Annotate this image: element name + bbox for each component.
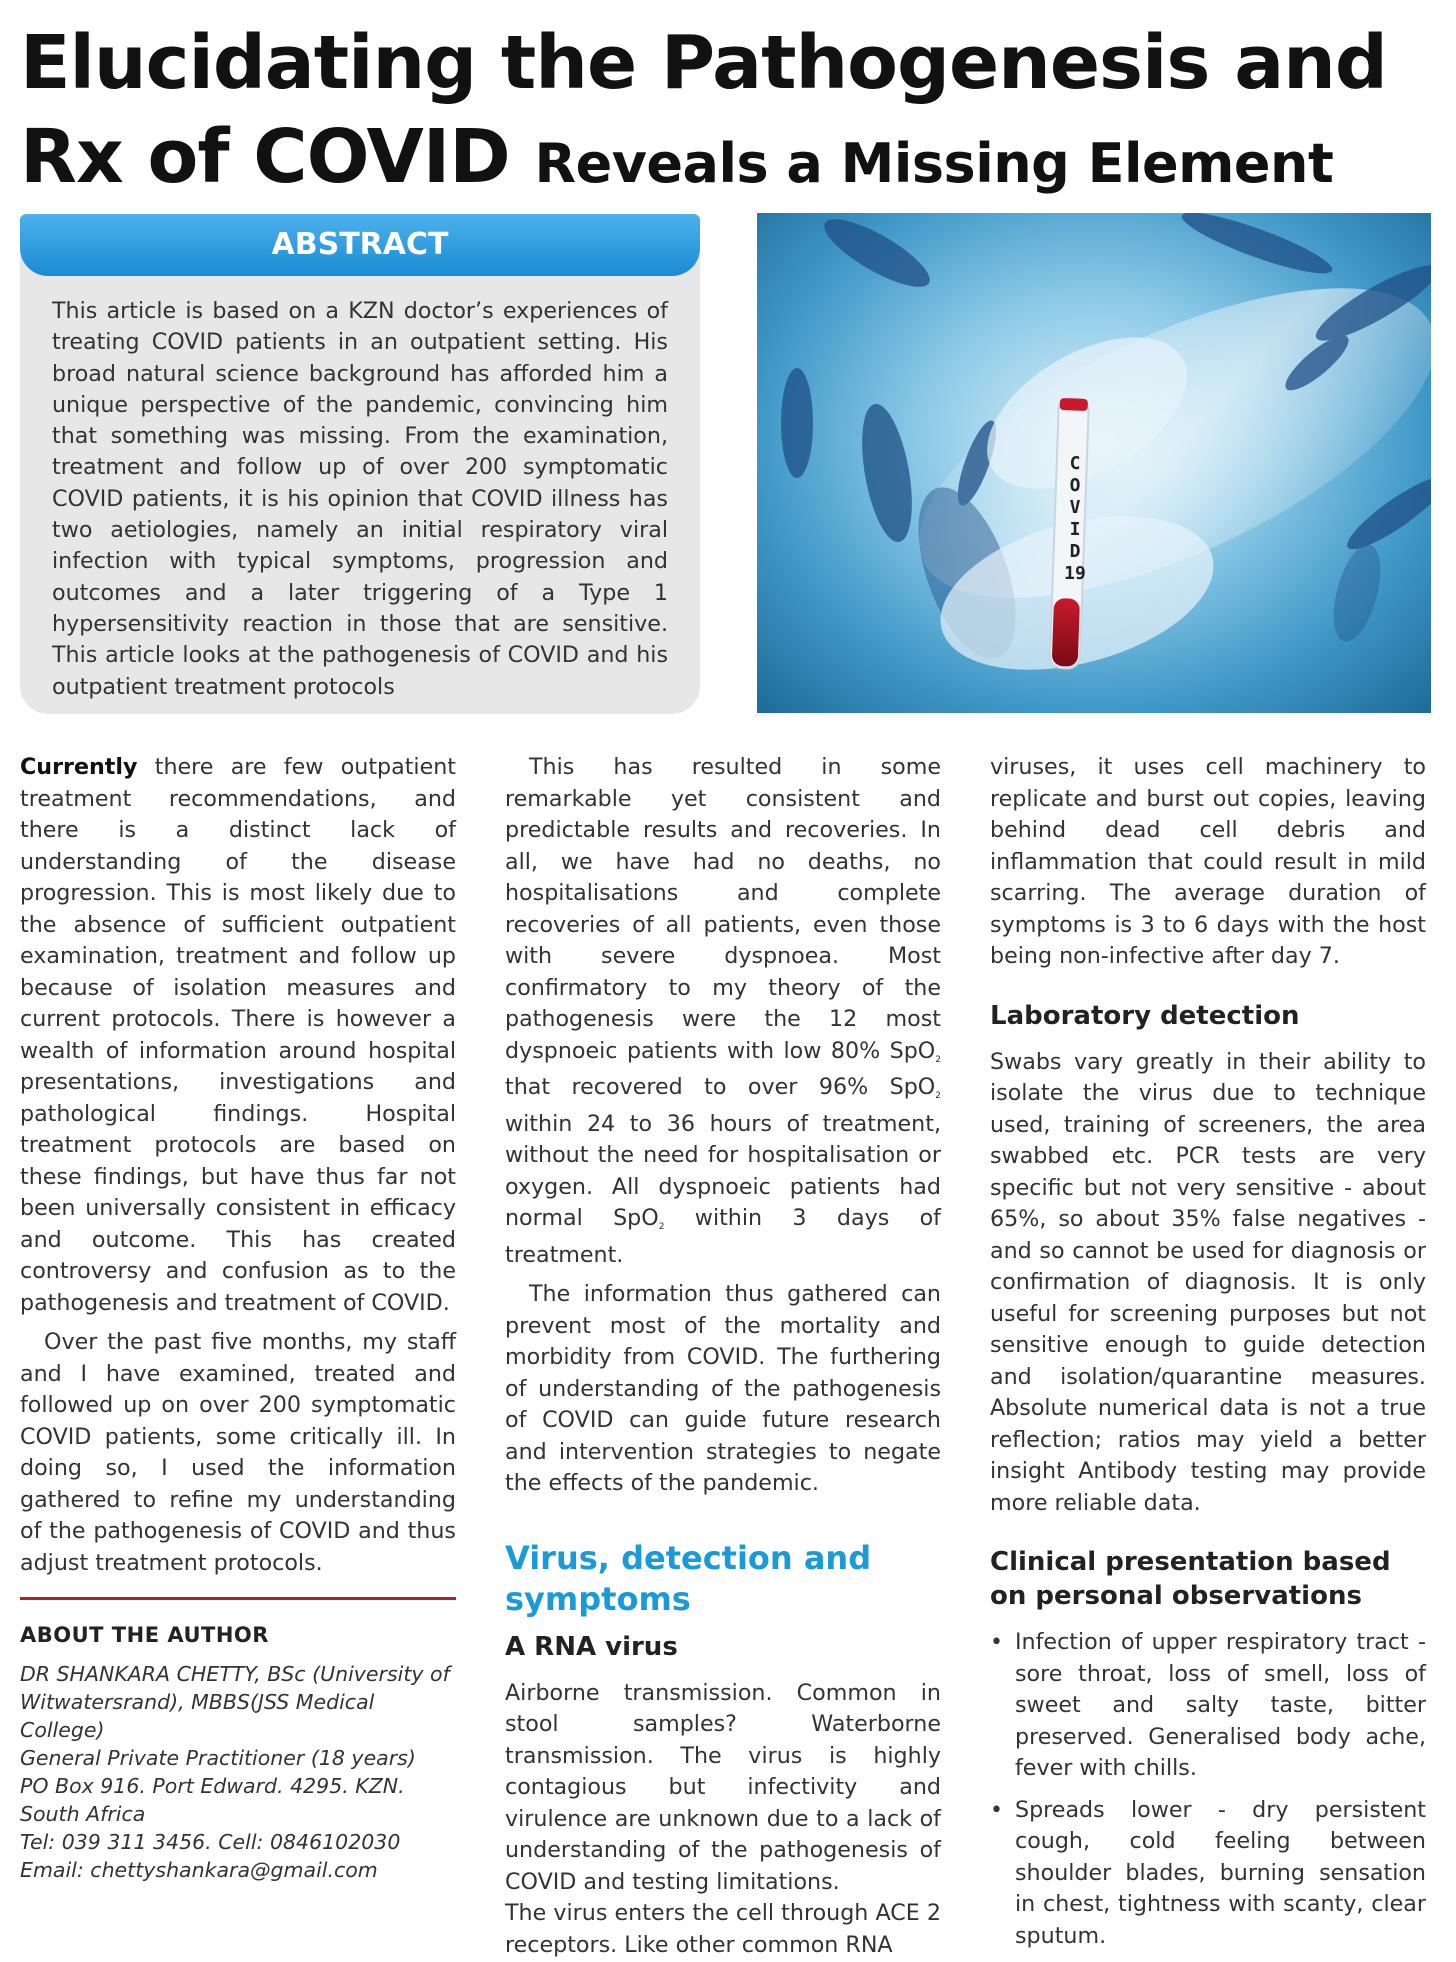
- title-line-2-main: Rx of COVID: [20, 114, 510, 200]
- subsection-heading: A RNA virus: [505, 1631, 678, 1662]
- list-item: [990, 1795, 1426, 1953]
- list-item-text: Spreads lower - dry persistent cough, cold feeling between shoulder blades, burning sensation in chest, tightness with scanty, clear sputum.: [1015, 1796, 1426, 1949]
- symptom-list: [990, 1627, 1426, 1952]
- tube-label-char: D: [1069, 541, 1081, 562]
- author-line: PO Box 916. Port Edward. 4295. KZN.: [20, 1773, 405, 1798]
- column-3: [990, 752, 1426, 1962]
- column-2: [505, 752, 941, 1961]
- subscript: 2: [935, 1054, 941, 1065]
- author-email: Email: chettyshankara@gmail.com: [20, 1857, 378, 1882]
- col1-paragraph-1-text: there are few outpatient treatment recommendations, and there is a distinct lack of understanding of the disease progression. This is most likely due to the absence of sufficient outpatient examination, treatment and follow up because of isolation measures and current protocols. There is however a wealth of information around hospital presentations, investigations and pathological findings. Hospital treatment protocols are based on these findings, but have thus far not been universally consistent in efficacy and outcome. This has created controversy and confusion as to the pathogenesis and treatment of COVID.: [20, 754, 456, 1316]
- subscript: 2: [658, 1222, 665, 1232]
- title-line-1: Elucidating the Pathogenesis and: [20, 20, 1387, 106]
- subsection-heading: Clinical presentation based on personal observations: [990, 1547, 1391, 1611]
- author-heading: ABOUT THE AUTHOR: [20, 1623, 269, 1647]
- col3-paragraph-1: viruses, it uses cell machinery to replicate and burst out copies, leaving behind dead cell debris and inflammation that could result in mild scarring. The average duration of symptoms is 3 to 6 days with the host being non-infective after day 7.: [990, 754, 1426, 969]
- abstract-box: [20, 214, 700, 714]
- section-heading: Virus, detection and symptoms: [505, 1538, 872, 1618]
- tube-label-char: I: [1069, 519, 1081, 540]
- subsection-heading: Laboratory detection: [990, 1000, 1300, 1031]
- bullet-icon: •: [990, 1630, 1003, 1655]
- title-line-2-rest: Reveals a Missing Element: [534, 132, 1334, 195]
- author-line: General Private Practitioner (18 years): [20, 1745, 416, 1770]
- author-line: Witwatersrand), MBBS(JSS Medical College): [20, 1689, 375, 1742]
- article-title: [20, 16, 1440, 211]
- author-divider: [20, 1597, 456, 1600]
- list-item: [990, 1627, 1426, 1785]
- col2-paragraph-3: Airborne transmission. Common in stool samples? Waterborne transmission. The virus is highly contagious but infectivity and virulence are unknown due to a lack of understanding of the pathogenesis of COVID and testing limitations.: [505, 1679, 941, 1895]
- author-line: South Africa: [20, 1801, 146, 1826]
- photo-illustration: [757, 213, 1431, 713]
- tube-label-char: C: [1069, 453, 1081, 474]
- col2-paragraph-1: [505, 752, 941, 1271]
- tube-label-char: O: [1069, 475, 1081, 496]
- subscript: 2: [935, 1091, 941, 1101]
- bullet-icon: •: [990, 1797, 1003, 1823]
- column-1: [20, 752, 456, 1884]
- abstract-text: This article is based on a KZN doctor’s experiences of treating COVID patients in an outpatient setting. His broad natural science background has afforded him a unique perspective of the pandemic, convincing him that something was missing. From the examination, treatment and follow up of over 200 symptomatic COVID patients, it is his opinion that COVID illness has two aetiologies, namely an initial respiratory viral infection with typical symptoms, progression and outcomes and a later triggering of a Type 1 hypersensitivity reaction in those that are sensitive. This article looks at the pathogenesis of COVID and his outpatient treatment protocols: [52, 298, 668, 700]
- covid-test-tube-photo: [757, 213, 1431, 713]
- col2-text: This has resulted in some remarkable yet consistent and predictable results and recoveries. In all, we have had no deaths, no hospitalisations and complete recoveries of all patients, even those with severe dyspnoea. Most confirmatory to my theory of the pathogenesis were the 12 most dyspnoeic patients with low 80% SpO: [505, 754, 941, 1064]
- col2-text: within 24 to 36 hours of treatment, without the need for hospitalisation or oxygen. All dyspnoeic patients had normal SpO: [505, 1110, 941, 1231]
- col2-text: that recovered to over 96% SpO: [505, 1074, 936, 1100]
- list-item-text: Infection of upper respiratory tract - sore throat, loss of smell, loss of sweet and salty taste, bitter preserved. Generalised body ache, fever with chills.: [1015, 1629, 1426, 1781]
- author-line: Tel: 039 311 3456. Cell: 0846102030: [20, 1829, 401, 1854]
- col3-paragraph-2: Swabs vary greatly in their ability to isolate the virus due to technique used, training of screeners, the area swabbed etc. PCR tests are very specific but not very sensitive - about 65%, so about 35% false negatives - and so cannot be used for diagnosis or confirmation of diagnosis. It is only useful for screening purposes but not sensitive enough to guide detection and isolation/quarantine measures. Absolute numerical data is not a true reflection; ratios may yield a better insight Antibody testing may provide more reliable data.: [990, 1048, 1426, 1516]
- col2-paragraph-2: The information thus gathered can prevent most of the mortality and morbidity from COVID. The furthering of understanding of the pathogenesis of COVID can guide future research and intervention strategies to negate the effects of the pandemic.: [505, 1281, 941, 1496]
- tube-label-char: 19: [1064, 563, 1086, 584]
- author-line: DR SHANKARA CHETTY, BSc (University of: [20, 1661, 450, 1686]
- col2-paragraph-4: The virus enters the cell through ACE 2 receptors. Like other common RNA: [505, 1900, 941, 1958]
- lead-word: Currently: [20, 754, 138, 780]
- col1-paragraph-2: Over the past five months, my staff and I have examined, treated and followed up on over 200 symptomatic COVID patients, some critically ill. In doing so, I used the information gathered to refine my understanding of the pathogenesis of COVID and thus adjust treatment protocols.: [20, 1329, 456, 1576]
- col1-paragraph-1: [20, 752, 456, 1319]
- tube-label-char: V: [1069, 497, 1081, 518]
- col2-text: within 3 days of treatment.: [505, 1205, 941, 1268]
- abstract-heading: ABSTRACT: [20, 214, 700, 276]
- tube-label: [1057, 453, 1093, 585]
